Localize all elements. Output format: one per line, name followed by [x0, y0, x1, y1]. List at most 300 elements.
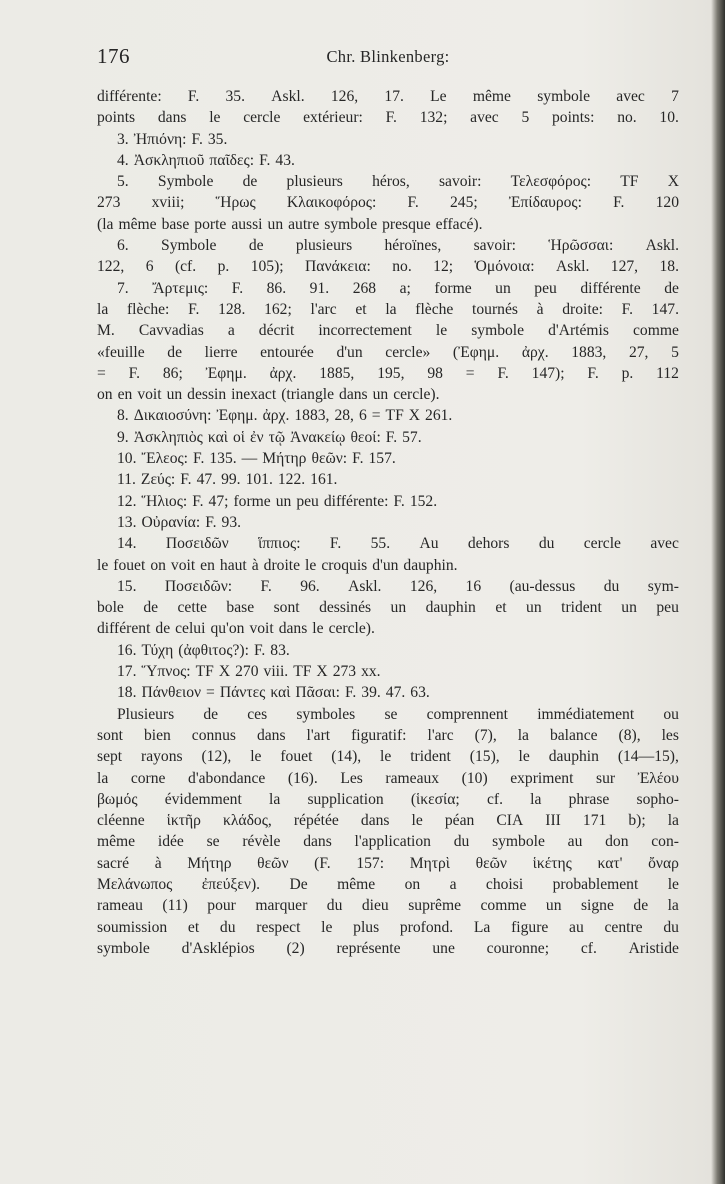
word: un — [526, 599, 542, 617]
word: symbole — [97, 939, 150, 957]
word: Ὁμόνοια: — [474, 258, 535, 276]
word: καὶ — [207, 428, 228, 446]
word: autre — [288, 215, 320, 233]
word: F. — [587, 364, 599, 382]
word: la — [530, 790, 542, 808]
word: 162; — [264, 300, 292, 318]
word: de — [242, 173, 258, 191]
text-line — [97, 661, 679, 682]
text-line — [97, 618, 679, 639]
word: Ἐλέου — [637, 769, 679, 787]
word: de — [203, 705, 219, 723]
word: 5 — [521, 109, 530, 127]
word: un — [275, 492, 292, 510]
word: dans — [278, 620, 308, 638]
word: Μητρὶ — [409, 854, 450, 872]
word: 16. — [117, 641, 137, 659]
word: Ὕπνος: — [141, 663, 191, 681]
word: F. — [393, 492, 405, 510]
running-head: Chr. Blinkenberg: — [326, 47, 450, 66]
word: 1883, — [294, 407, 330, 425]
word: le — [250, 748, 262, 766]
word: τῷ — [268, 428, 286, 446]
word: dauphin — [548, 748, 599, 766]
word: qu'on — [210, 620, 245, 638]
word: ἱκτῆρ — [166, 812, 201, 830]
word: un — [372, 386, 389, 404]
word: un — [390, 599, 407, 617]
word: Τύχη — [141, 641, 174, 659]
word: a; — [399, 279, 411, 297]
word: 16 — [465, 577, 482, 595]
word: rameau — [97, 897, 143, 915]
word: (12), — [201, 748, 232, 766]
word: suprême — [408, 897, 462, 915]
word: 101. — [245, 471, 273, 489]
page-header — [97, 44, 679, 72]
word: cercle — [243, 109, 281, 127]
text-line — [97, 214, 679, 235]
text-line — [97, 704, 679, 725]
word: F. — [352, 450, 364, 468]
word: Symbole — [157, 173, 214, 191]
text-line — [97, 640, 679, 661]
word: F. — [205, 513, 217, 531]
word: porte — [194, 215, 227, 233]
word: TF — [620, 173, 639, 191]
word: Πανάκεια: — [305, 258, 371, 276]
word: à — [536, 300, 544, 318]
word: et — [187, 918, 200, 936]
word: droite: — [562, 300, 603, 318]
word: 122. — [277, 471, 306, 489]
word: 135. — [209, 450, 237, 468]
word: 122, — [97, 258, 125, 276]
word: 15. — [117, 577, 137, 595]
word: ἵππιος: — [258, 535, 301, 553]
word: corne — [130, 769, 166, 787]
word: points: — [551, 109, 595, 127]
word: ou — [663, 705, 679, 723]
word: cercle» — [385, 343, 431, 361]
word: (16). — [287, 769, 318, 787]
word: effacé). — [435, 215, 483, 233]
word: 17. — [117, 663, 137, 681]
word: 1885, — [319, 364, 355, 382]
word: Μήτηρ — [187, 854, 232, 872]
word: 126, — [409, 577, 438, 595]
word: l'application — [354, 833, 431, 851]
text-line — [97, 725, 679, 746]
word: extérieur: — [303, 109, 363, 127]
text-line — [97, 363, 679, 384]
word: du — [219, 918, 236, 936]
word: Cavvadias — [138, 322, 204, 340]
word: peu — [656, 599, 679, 617]
word: trident — [410, 748, 451, 766]
word: voit — [249, 620, 274, 638]
text-line — [97, 469, 679, 490]
word: 3. — [117, 130, 129, 148]
word: Au — [419, 535, 439, 553]
word: savoir: — [473, 237, 517, 255]
word: 12; — [433, 258, 454, 276]
word: symbole — [492, 833, 545, 851]
word: Ἥλιος: — [141, 492, 188, 510]
text-line — [97, 129, 679, 150]
word: tournés — [472, 300, 518, 318]
word: 6 — [145, 258, 154, 276]
word: κατ' — [597, 854, 623, 872]
word: F. — [621, 300, 633, 318]
text-line — [97, 384, 679, 405]
word: dans — [339, 386, 368, 404]
word: un — [545, 897, 562, 915]
text-line — [97, 831, 679, 852]
word: dauphin — [425, 599, 476, 617]
word: base — [161, 215, 190, 233]
word: le — [667, 875, 679, 893]
text-line — [97, 512, 679, 533]
word: F. — [344, 684, 357, 702]
word: 27, — [628, 343, 649, 361]
word: même — [472, 88, 511, 105]
word: entourée — [260, 343, 314, 361]
word: X — [218, 663, 231, 681]
word: ἐπεύξεν). — [201, 875, 261, 893]
word: Ἠπιόνη: — [133, 130, 187, 148]
word: Ἥρως — [215, 194, 256, 212]
word: bole — [97, 599, 124, 617]
word: peu — [296, 492, 319, 510]
word: figuratif: — [351, 726, 407, 744]
word: F. — [385, 109, 397, 127]
text-line — [97, 874, 679, 895]
word: xx. — [361, 663, 381, 681]
word: lierre — [204, 343, 238, 361]
word: forme — [434, 279, 472, 297]
word: F. — [613, 194, 625, 212]
text-line — [97, 682, 679, 703]
word: 47; — [208, 492, 229, 510]
word: même — [337, 875, 376, 893]
word: incorrectement — [318, 322, 412, 340]
word: connus — [191, 726, 236, 744]
word: ἐν — [249, 428, 264, 446]
word: 6. — [117, 237, 129, 255]
word: F. — [253, 641, 266, 659]
word: F. — [231, 279, 244, 297]
word: du — [603, 577, 620, 595]
word: droite — [263, 556, 301, 574]
word: La — [473, 918, 491, 936]
word: et — [495, 599, 507, 617]
word: 9. — [117, 428, 129, 446]
word: d'abondance — [188, 769, 266, 787]
word: cf. — [580, 939, 597, 957]
word: Symbole — [161, 237, 217, 255]
word: = — [97, 364, 106, 382]
word: (triangle — [281, 386, 335, 404]
text-line — [97, 746, 679, 767]
word: 63. — [410, 684, 430, 702]
word: (F. — [314, 854, 331, 872]
word: du — [326, 897, 343, 915]
text-line — [97, 917, 679, 938]
word: X — [408, 407, 421, 425]
word: choisi — [485, 875, 524, 893]
word: Aristide — [628, 939, 679, 957]
word: Πᾶσαι: — [295, 684, 340, 702]
word: sont — [273, 599, 300, 617]
word: 270 — [235, 663, 259, 681]
word: Ἀνακείῳ — [290, 428, 346, 446]
word: M. — [97, 322, 115, 340]
word: cercle — [583, 535, 621, 553]
word: l'art — [306, 726, 331, 744]
word: 10. — [117, 450, 137, 468]
word: du — [538, 535, 555, 553]
word: dessin — [187, 386, 227, 404]
word: plusieurs — [295, 237, 353, 255]
word: 161. — [310, 471, 338, 489]
word: = — [465, 364, 475, 382]
word: avec — [650, 535, 679, 553]
word: οἱ — [232, 428, 245, 446]
word: 245; — [449, 194, 478, 212]
word: le — [312, 620, 324, 638]
word: la — [268, 790, 281, 808]
word: Ἄρτεμις: — [152, 279, 209, 297]
word: Τελεσφόρος: — [510, 173, 592, 191]
word: forme — [233, 492, 271, 510]
word: CIA — [496, 812, 524, 830]
word: haut — [219, 556, 247, 574]
text-line — [97, 576, 679, 597]
word: voit — [137, 386, 162, 404]
word: symbole — [471, 322, 525, 340]
word: 157: — [356, 854, 385, 872]
word: (Ἐφημ. — [452, 343, 500, 361]
word: Ἐφημ. — [205, 364, 247, 382]
page-number: 176 — [97, 44, 130, 68]
text-line — [97, 107, 679, 128]
word: (7), — [474, 726, 497, 744]
word: ὄναρ — [648, 854, 679, 872]
word: cléenne — [97, 812, 145, 830]
word: Ἀσκληπιὸς — [133, 428, 203, 446]
word: presque — [382, 215, 431, 233]
word: à — [154, 854, 162, 872]
word: le — [97, 556, 109, 574]
word: — — [241, 450, 258, 468]
word: sym- — [647, 577, 679, 595]
word: balance — [549, 726, 598, 744]
word: ἀρχ. — [521, 343, 549, 361]
word: 4. — [117, 151, 129, 169]
word: sept — [97, 748, 123, 766]
word: βωμός — [97, 790, 138, 808]
word: F. — [187, 88, 200, 105]
word: III — [545, 812, 561, 830]
word: no. — [392, 258, 412, 276]
word: F. — [180, 471, 192, 489]
word: symboles — [296, 705, 356, 723]
word: supplication — [307, 790, 384, 808]
word: (14—15), — [617, 748, 679, 766]
text-line — [97, 533, 679, 554]
word: d'Artémis — [548, 322, 609, 340]
word: fouet — [280, 748, 313, 766]
word: d'un — [336, 343, 363, 361]
word: 18. — [117, 684, 137, 702]
word: sacré — [97, 854, 130, 872]
word: même — [118, 215, 157, 233]
word: F. — [329, 535, 342, 553]
word: ἀρχ. — [262, 407, 290, 425]
word: voit — [170, 556, 196, 574]
word: la — [97, 769, 109, 787]
word: ces — [247, 705, 268, 723]
word: symbole — [537, 88, 591, 105]
word: au — [569, 918, 584, 936]
word: 147); — [531, 364, 565, 382]
word: couronne; — [486, 939, 550, 957]
word: cf. — [486, 790, 503, 808]
word: Le — [430, 88, 447, 105]
word: cette — [177, 599, 207, 617]
word: θεοί: — [350, 428, 381, 446]
word: «feuille — [97, 343, 145, 361]
word: répétée — [293, 812, 339, 830]
word: 127, — [610, 258, 639, 276]
word: le — [305, 556, 317, 574]
word: 5 — [671, 343, 679, 361]
text-line — [97, 895, 679, 916]
word: figure — [511, 918, 549, 936]
word: παῖδες: — [209, 151, 255, 169]
word: 10. — [659, 109, 679, 127]
word: dans — [256, 726, 286, 744]
word: con- — [651, 833, 679, 851]
word: et — [355, 300, 367, 318]
word: signe — [580, 897, 614, 915]
word: Ἐπίδαυρος: — [508, 194, 582, 212]
word: b); — [628, 812, 646, 830]
word: aussi — [231, 215, 263, 233]
word: p. — [621, 364, 634, 382]
word: on — [150, 556, 166, 574]
word: la — [517, 726, 529, 744]
word: comme — [633, 322, 679, 340]
word: TF — [195, 663, 214, 681]
word: 8. — [117, 407, 129, 425]
word: (14), — [331, 748, 362, 766]
word: l'arc — [310, 300, 337, 318]
word: Κλαικοφόρος: — [286, 194, 377, 212]
text-line — [97, 853, 679, 874]
word: no. — [617, 109, 637, 127]
word: p. — [217, 258, 230, 276]
word: Plusieurs — [117, 705, 175, 723]
word: F. — [259, 151, 271, 169]
word: de — [664, 279, 679, 297]
word: on — [404, 875, 421, 893]
word: (la — [97, 215, 114, 233]
word: avec — [616, 88, 645, 105]
word: 96. — [300, 577, 320, 595]
word: phrase — [568, 790, 610, 808]
word: se — [384, 705, 398, 723]
word: de — [167, 343, 182, 361]
word: 28, — [334, 407, 354, 425]
word: rayons — [141, 748, 183, 766]
word: 35. — [207, 130, 228, 148]
word: X — [667, 173, 679, 191]
word: Ποσειδῶν: — [164, 577, 233, 595]
word: a — [227, 322, 235, 340]
word: dauphin. — [403, 556, 458, 574]
word: 128. — [218, 300, 246, 318]
word: fouet — [113, 556, 146, 574]
word: F. — [260, 577, 272, 595]
body-text — [97, 86, 679, 959]
text-line — [97, 789, 679, 810]
word: 47. — [385, 684, 406, 702]
word: 86. — [266, 279, 287, 297]
word: TF — [385, 407, 404, 425]
word: au — [567, 833, 583, 851]
word: décrit — [258, 322, 295, 340]
text-line — [97, 427, 679, 448]
word: soumission — [97, 918, 168, 936]
word: points — [97, 109, 136, 127]
word: 120 — [655, 194, 679, 212]
word: 261. — [425, 407, 453, 425]
word: d'un — [372, 556, 399, 574]
word: dans — [360, 812, 390, 830]
word: (cf. — [174, 258, 197, 276]
word: 105); — [250, 258, 284, 276]
text-line — [97, 171, 679, 192]
word: 157. — [368, 450, 396, 468]
word: savoir: — [438, 173, 482, 191]
word: Δικαιοσύνη: — [133, 407, 212, 425]
word: symbole — [324, 215, 378, 233]
word: 11. — [117, 471, 136, 489]
text-line — [97, 235, 679, 256]
word: cercle). — [393, 386, 440, 404]
word: 99. — [221, 471, 241, 489]
word: de — [155, 620, 171, 638]
word: croquis — [321, 556, 368, 574]
word: F. — [192, 492, 204, 510]
word: le — [209, 109, 221, 127]
text-line — [97, 938, 679, 959]
word: en — [117, 386, 133, 404]
word: 126, — [330, 88, 359, 105]
word: trident — [561, 599, 602, 617]
word: ἱκέτης — [532, 854, 572, 872]
word: cercle). — [328, 620, 375, 638]
word: de — [633, 897, 649, 915]
word: sont — [97, 726, 123, 744]
text-line — [97, 597, 679, 618]
word: Askl. — [271, 88, 305, 105]
word: θεῶν — [475, 854, 507, 872]
word: plusieurs — [286, 173, 343, 191]
word: 43. — [275, 151, 295, 169]
